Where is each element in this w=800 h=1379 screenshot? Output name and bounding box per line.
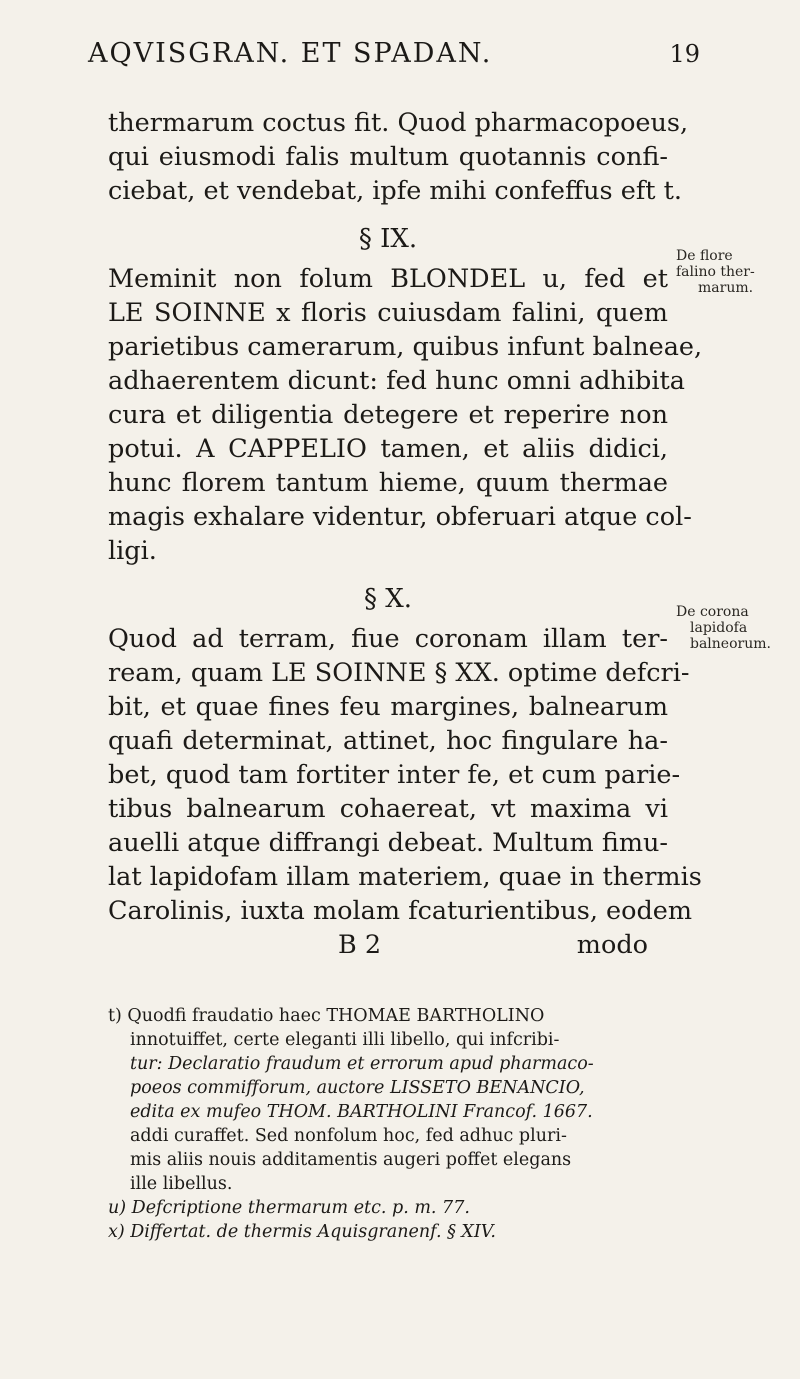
signature-mark: B 2 (338, 930, 382, 960)
text-line: Carolinis, iuxta molam fcaturientibus, eodem (108, 896, 693, 926)
text-line: ciebat, et vendebat, ipfe mihi confeffus eft t. (108, 176, 682, 206)
footnote-t-line: tur: Declaratio fraudum et errorum apud pharmaco- (130, 1054, 594, 1074)
footnote-t-line: addi curaffet. Sed nonfolum hoc, fed adhuc pluri- (130, 1126, 567, 1146)
text-line: quafi determinat, attinet, hoc fingulare ha- (108, 726, 668, 756)
margin-note-line: De corona (676, 604, 749, 620)
section-heading-9: § IX. (358, 224, 418, 254)
margin-note-line: balneorum. (690, 636, 771, 652)
text-line: auelli atque diffrangi debeat. Multum fimu- (108, 828, 669, 858)
footnote-t-line: ille libellus. (130, 1174, 233, 1194)
text-line: magis exhalare videntur, obferuari atque col- (108, 502, 692, 532)
text-line: bet, quod tam fortiter inter fe, et cum parie- (108, 760, 681, 790)
running-title: AQVISGRAN. ET SPADAN. (88, 38, 493, 69)
margin-note-line: lapidofa (690, 620, 748, 636)
text-line: thermarum coctus fit. Quod pharmacopoeus, (108, 108, 689, 138)
footnote-t-line: innotuiffet, certe eleganti illi libello, qui infcribi- (130, 1030, 560, 1050)
text-line: hunc florem tantum hieme, quum thermae (108, 468, 668, 498)
text-line: Quod ad terram, fiue coronam illam ter- (108, 624, 668, 654)
text-line: parietibus camerarum, quibus infunt balneae, (108, 332, 703, 362)
text-line: Meminit non folum BLONDEL u, fed et (108, 264, 668, 294)
footnote-u: u) Defcriptione thermarum etc. p. m. 77. (108, 1198, 470, 1218)
margin-note-line: marum. (698, 280, 754, 296)
catchline (108, 928, 668, 962)
page-number: 19 (669, 40, 700, 68)
text-line: ligi. (108, 536, 157, 566)
text-line: qui eiusmodi falis multum quotannis confi- (108, 142, 668, 172)
text-line: cura et diligentia detegere et reperire non (108, 400, 668, 430)
text-line: adhaerentem dicunt: fed hunc omni adhibita (108, 366, 685, 396)
text-line: bit, et quae fines feu margines, balnearum (108, 692, 668, 722)
footnote-t-line: t) Quodfi fraudatio haec THOMAE BARTHOLINO (108, 1006, 545, 1026)
text-line: tibus balnearum cohaereat, vt maxima vi (108, 794, 668, 824)
text-line: ream, quam LE SOINNE § XX. optime defcri- (108, 658, 690, 688)
section-heading-10: § X. (363, 584, 413, 614)
footnote-t-line: poeos commifforum, auctore LISSETO BENANCIO, (130, 1078, 585, 1098)
footnote-t-line: edita ex mufeo THOM. BARTHOLINI Francof. 1667. (130, 1102, 593, 1122)
margin-note-line: De flore (676, 248, 733, 264)
margin-note-flore (676, 248, 755, 296)
text-line: lat lapidofam illam materiem, quae in thermis (108, 862, 702, 892)
margin-note-corona (676, 604, 771, 652)
running-header (88, 38, 700, 69)
main-text (108, 106, 703, 962)
text-line: LE SOINNE x floris cuiusdam falini, quem (108, 298, 668, 328)
footnote-t-line: mis aliis nouis additamentis augeri poffet elegans (130, 1150, 572, 1170)
footnote-x: x) Differtat. de thermis Aquisgranenf. § XIV. (108, 1222, 496, 1242)
text-line: potui. A CAPPELIO tamen, et aliis didici, (108, 434, 668, 464)
footnotes (108, 1004, 688, 1244)
margin-note-line: falino ther- (676, 264, 755, 280)
catchword: modo (576, 930, 648, 960)
